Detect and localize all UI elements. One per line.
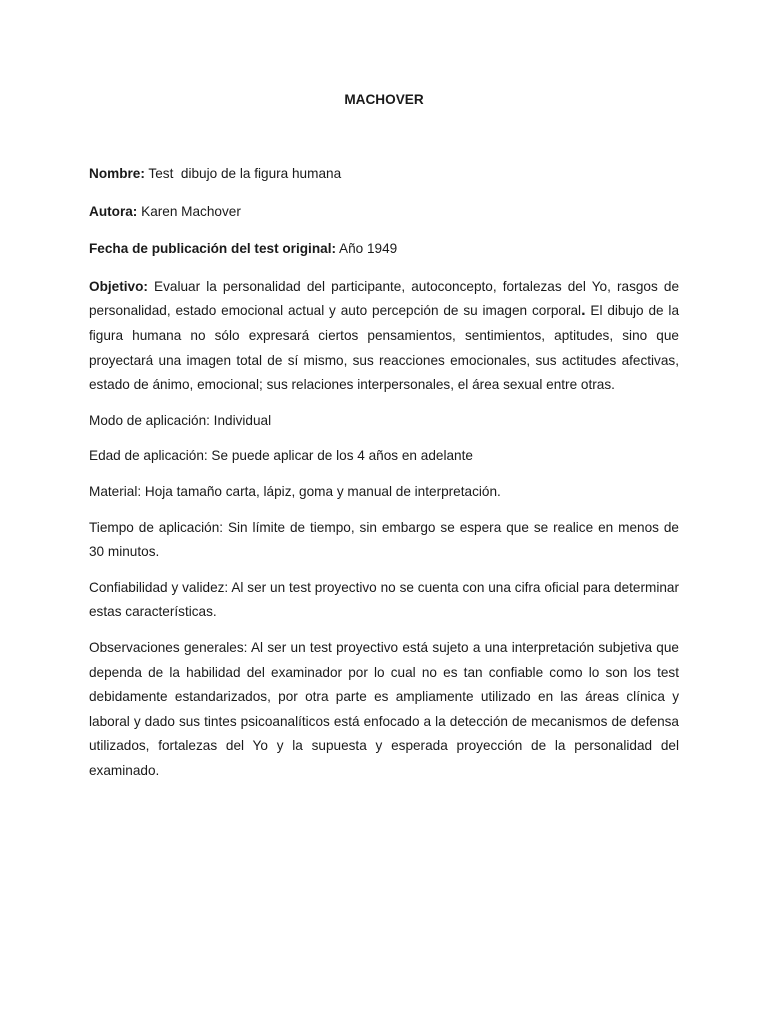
objetivo-text-part1: Evaluar la personalidad del participante, autoconcepto, fortalezas del Yo, rasgos de personalidad, estado emocional actual y auto percepción de su imagen corporal <box>89 278 680 319</box>
document-body <box>89 162 679 794</box>
observaciones-paragraph: Observaciones generales: Al ser un test proyectivo está sujeto a una interpretación subjetiva que dependa de la habilidad del examinador por lo cual no es tan confiable como lo son los test debidamente estandarizados, por otra parte es ampliamente utilizado en las áreas clínica y laboral y dado sus tintes psicoanalíticos está enfocado a la detección de mecanismos de defensa utilizados, fortalezas del Yo y la supuesta y esperada proyección de la personalidad del examinado. <box>89 639 679 778</box>
fecha-label: Fecha de publicación del test original: <box>89 241 336 257</box>
autora-field <box>89 200 679 225</box>
nombre-label: Nombre: <box>89 166 145 181</box>
objetivo-dot: . <box>581 302 586 320</box>
objetivo-text-part2: El dibujo de la figura humana no sólo expresará ciertos pensamientos, sentimientos, aptitudes, sino que proyectará una imagen total de sí mismo, sus reacciones emocionales, sus actitudes afectivas, estado de ánimo, emocional; sus relaciones interpersonales, el área sexual entre otras. <box>89 303 680 393</box>
nombre-field <box>89 162 679 187</box>
objetivo-label: Objetivo: <box>89 278 148 294</box>
modo-paragraph: Modo de aplicación: Individual <box>89 412 272 428</box>
page-title: MACHOVER <box>344 92 424 107</box>
tiempo-paragraph: Tiempo de aplicación: Sin límite de tiempo, sin embargo se espera que se realice en menos de 30 minutos. <box>89 519 679 560</box>
autora-label: Autora: <box>89 203 138 219</box>
material-paragraph: Material: Hoja tamaño carta, lápiz, goma y manual de interpretación. <box>89 483 501 499</box>
objetivo-paragraph <box>89 275 679 398</box>
fecha-field <box>89 237 679 262</box>
confiabilidad-paragraph: Confiabilidad y validez: Al ser un test proyectivo no se cuenta con una cifra oficial para determinar estas características. <box>89 579 679 620</box>
autora-value: Karen Machover <box>141 203 241 219</box>
nombre-value: Test dibujo de la figura humana <box>148 166 342 181</box>
fecha-value: Año 1949 <box>339 241 398 257</box>
edad-paragraph: Edad de aplicación: Se puede aplicar de los 4 años en adelante <box>89 448 473 464</box>
